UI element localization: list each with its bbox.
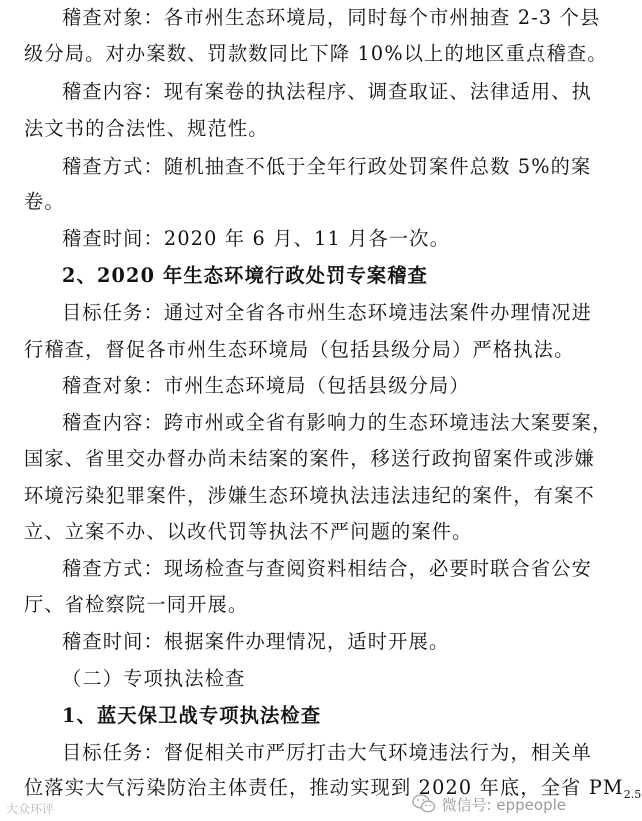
paragraph-line: 稽查对象：市州生态环境局（包括县级分局） — [62, 374, 470, 397]
wechat-icon — [412, 793, 436, 815]
paragraph-line: 厅、省检察院一同开展。 — [24, 593, 249, 616]
paragraph-line: 级分局。对办案数、罚款数同比下降 10%以上的地区重点稽查。 — [24, 42, 608, 65]
paragraph-line: 卷。 — [24, 190, 65, 213]
paragraph-line: 国家、省里交办督办尚未结案的案件，移送行政拘留案件或涉嫌 — [24, 447, 595, 470]
paragraph-line: 立、立案不办、以改代罚等执法不严问题的案件。 — [24, 520, 473, 543]
wechat-id-text: 微信号: eppeople — [441, 795, 566, 814]
paragraph-line: 稽查内容：现有案卷的执法程序、调查取证、法律适用、执 — [62, 80, 593, 103]
paragraph-line: 行稽查，督促各市州生态环境局（包括县级分局）严格执法。 — [24, 338, 575, 361]
subsection-heading: （二）专项执法检查 — [62, 667, 246, 690]
paragraph-line: 稽查内容：跨市州或全省有影响力的生态环境违法大案要案， — [62, 411, 613, 434]
paragraph-line-text: 位落实大气污染防治主体责任，推动实现到 2020 年底，全省 PM — [24, 776, 624, 799]
section-heading: 1、蓝天保卫战专项执法检查 — [62, 704, 322, 727]
paragraph-line: 稽查方式：现场检查与查阅资料相结合，必要时联合省公安 — [62, 557, 593, 580]
subscript-text: 2.5 — [623, 788, 642, 801]
wechat-watermark — [412, 793, 566, 815]
source-watermark — [6, 800, 54, 817]
paragraph-line: 目标任务：通过对全省各市州生态环境违法案件办理情况进 — [62, 301, 593, 324]
paragraph-line: 稽查方式：随机抽查不低于全年行政处罚案件总数 5%的案 — [62, 155, 592, 178]
source-watermark-text: 大众环评 — [6, 802, 55, 816]
paragraph-line: 目标任务：督促相关市严厉打击大气环境违法行为，相关单 — [62, 741, 593, 764]
section-heading: 2、2020 年生态环境行政处罚专案稽查 — [62, 264, 429, 287]
paragraph-line: 稽查时间：根据案件办理情况，适时开展。 — [62, 630, 450, 653]
paragraph-line: 法文书的合法性、规范性。 — [24, 117, 269, 140]
paragraph-line: 稽查对象：各市州生态环境局，同时每个市州抽查 2-3 个县 — [62, 6, 601, 29]
paragraph-line: 稽查时间：2020 年 6 月、11 月各一次。 — [62, 227, 451, 250]
paragraph-line: 环境污染犯罪案件，涉嫌生态环境执法违法违纪的案件，有案不 — [24, 484, 595, 507]
